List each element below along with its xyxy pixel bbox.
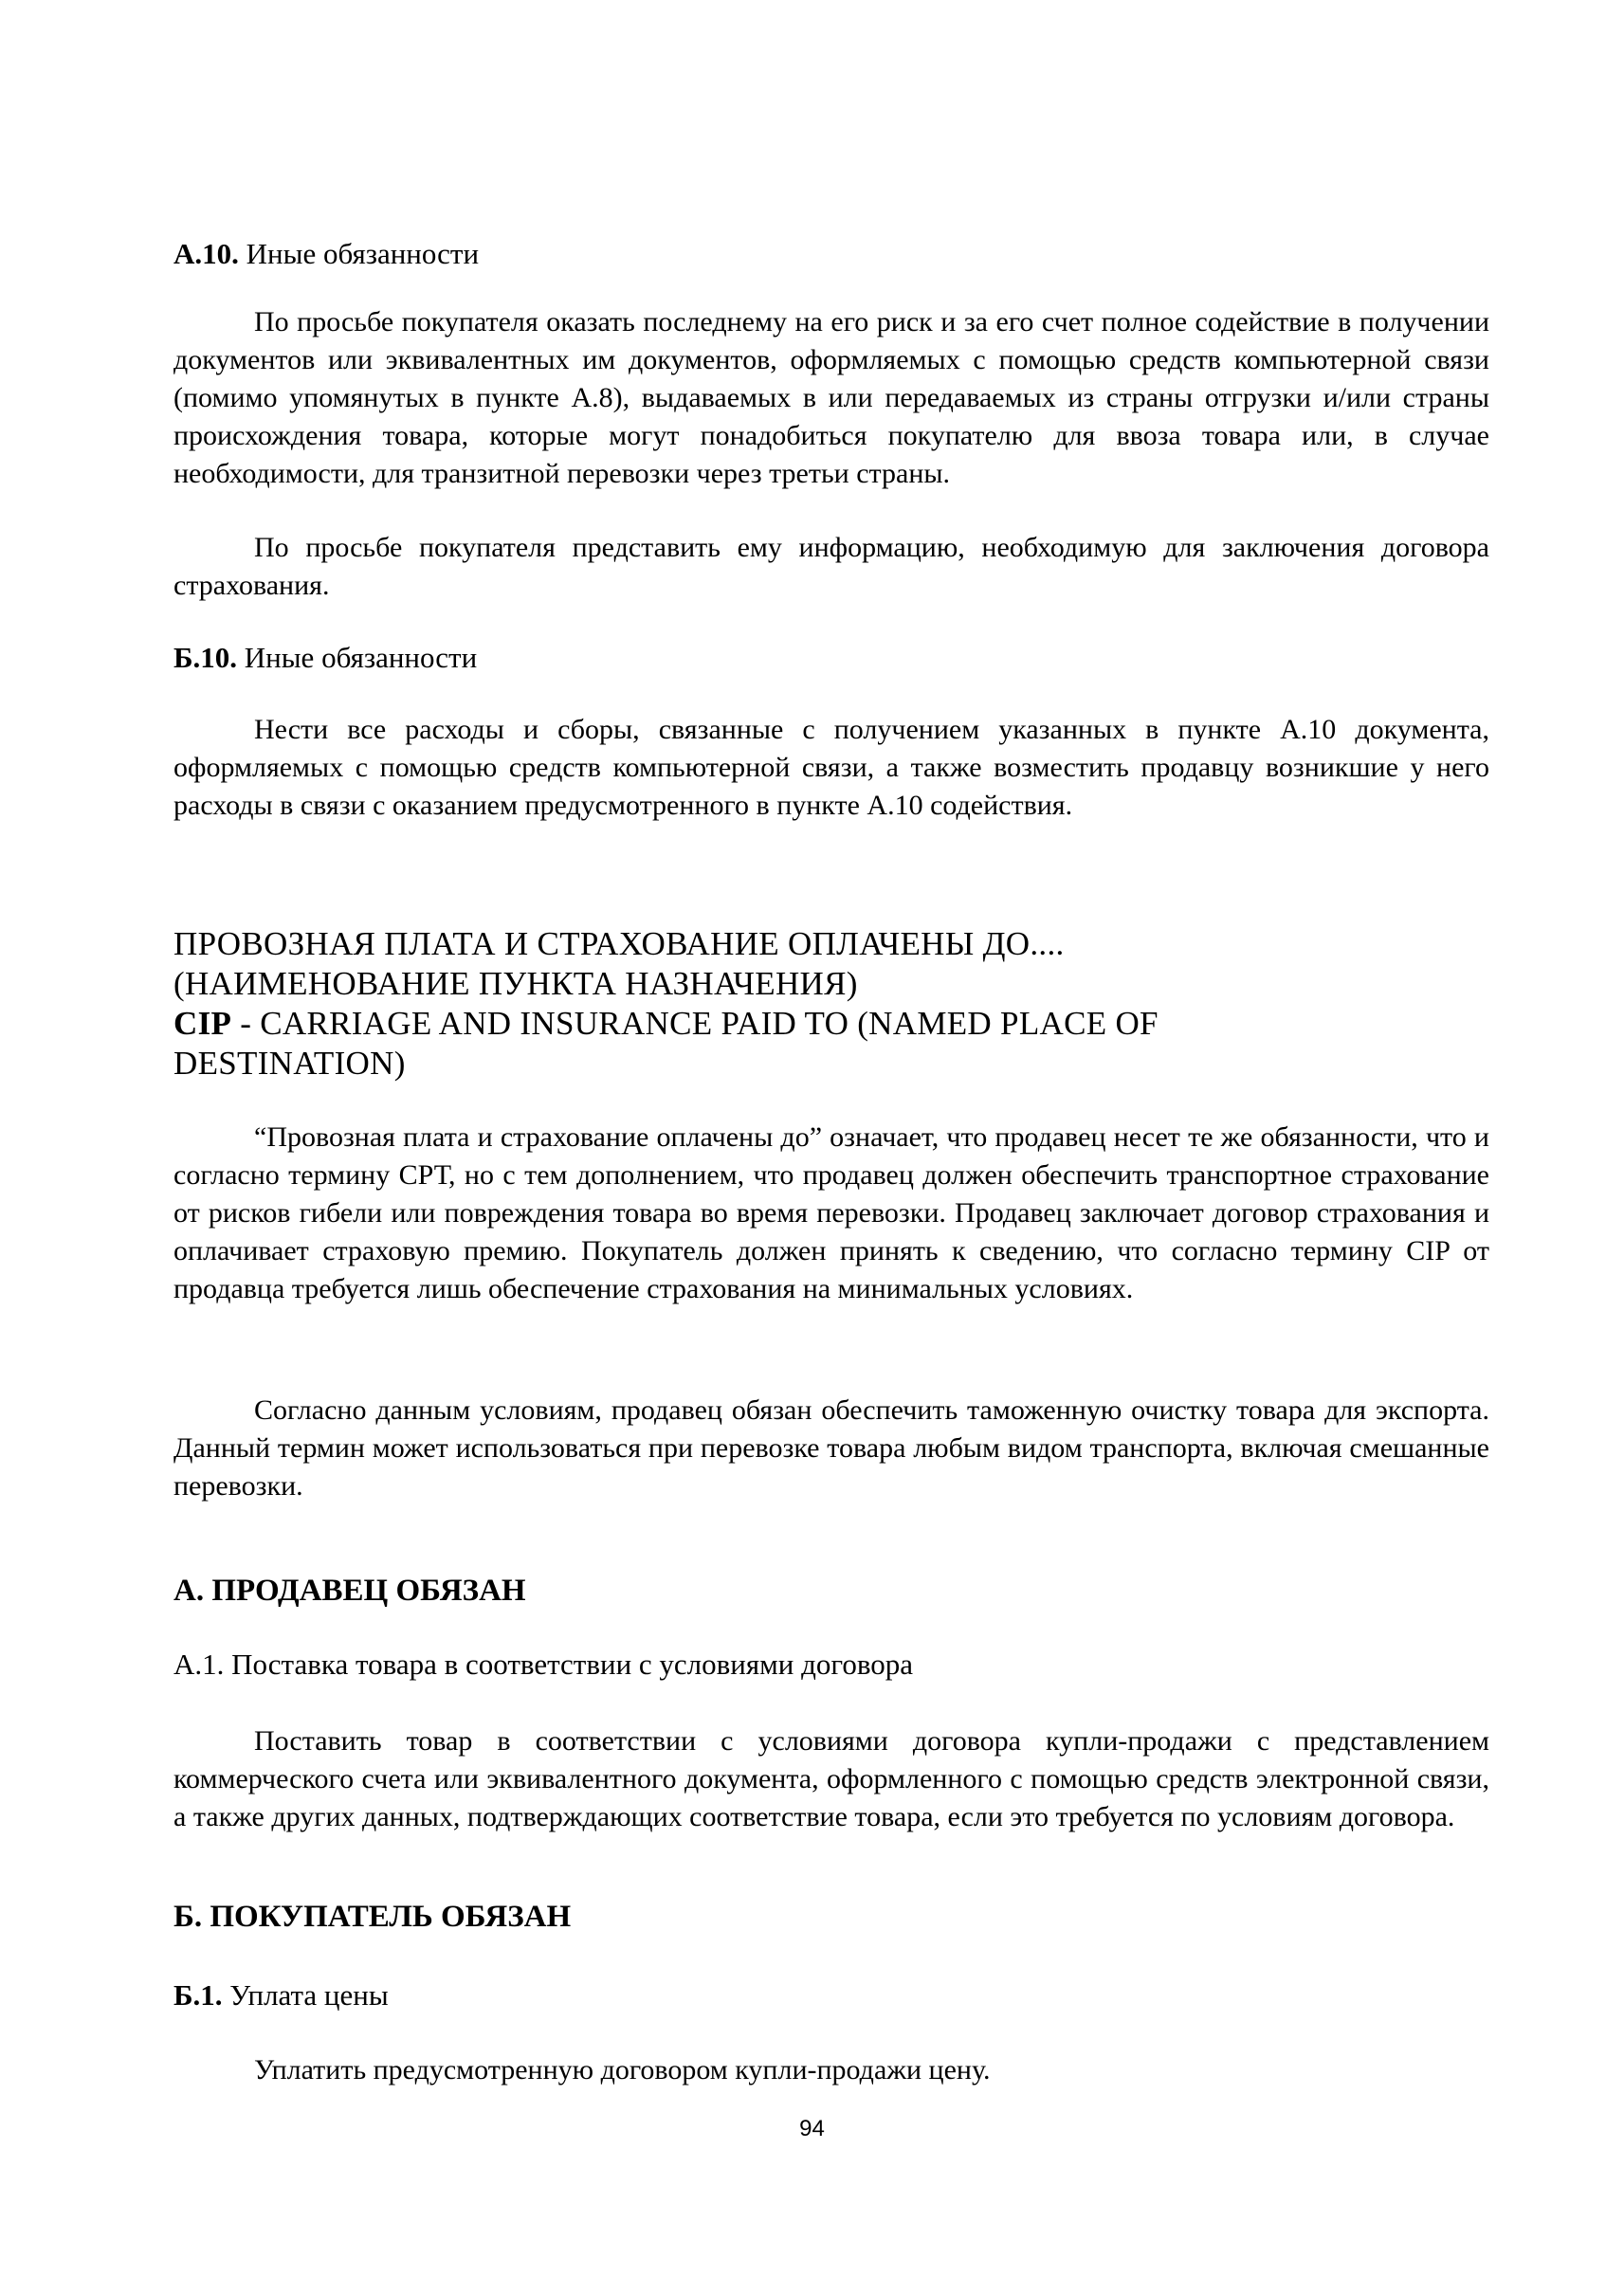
seller-heading: А. ПРОДАВЕЦ ОБЯЗАН bbox=[173, 1574, 526, 1608]
cip-code: CIP bbox=[173, 1005, 232, 1042]
b10-heading bbox=[173, 639, 1489, 677]
a10-number: А.10. bbox=[173, 237, 239, 270]
a10-paragraph-1: По просьбе покупателя оказать последнему на его риск и за его счет полное содействие в получении документов или эквивалентных им документов, оформляемых с помощью средств компьютерной связи (помимо упомянутых в пункте А.8), выдаваемых в или передаваемых из страны отгрузки и/или страны происхождения товара, которые могут понадобиться покупателю для ввоза товара или, в случае необходимости, для транзитной перевозки через третьи страны. bbox=[173, 306, 1489, 489]
b10-number: Б.10. bbox=[173, 641, 237, 674]
cip-title bbox=[173, 924, 1292, 1084]
b10-paragraph: Нести все расходы и сборы, связанные с получением указанных в пункте А.10 документа, оформляемых с помощью средств компьютерной связи, а также возместить продавцу возникшие у него расходы в связи с оказанием предусмотренного в пункте А.10 содействия. bbox=[173, 714, 1489, 821]
a1-title: Поставка товара в соответствии с условиями договора bbox=[231, 1648, 913, 1681]
a1-paragraph: Поставить товар в соответствии с условиями договора купли-продажи с представлением коммерческого счета или эквивалентного документа, оформленного с помощью средств электронной связи, а также других данных, подтверждающих соответствие товара, если это требуется по условиям договора. bbox=[173, 1725, 1489, 1832]
a1-number: А.1. bbox=[173, 1648, 225, 1681]
cip-title-ru-2: (НАИМЕНОВАНИЕ ПУНКТА НАЗНАЧЕНИЯ) bbox=[173, 965, 858, 1002]
a10-heading bbox=[173, 235, 1489, 273]
cip-title-ru-1: ПРОВОЗНАЯ ПЛАТА И СТРАХОВАНИЕ ОПЛАЧЕНЫ ДО.... bbox=[173, 925, 1065, 962]
b1-title: Уплата цены bbox=[229, 1978, 389, 2012]
page-number: 94 bbox=[799, 2116, 825, 2141]
cip-title-en: CIP - CARRIAGE AND INSURANCE PAID TO (NAMED PLACE OF DESTINATION) bbox=[173, 1005, 1159, 1082]
b1-heading bbox=[173, 1976, 1489, 2014]
b10-title: Иные обязанности bbox=[244, 641, 478, 674]
cip-paragraph-1: “Провозная плата и страхование оплачены до” означает, что продавец несет те же обязанности, что и согласно термину СРТ, но с тем дополнением, что продавец должен обеспечить транспортное страхование от рисков гибели или повреждения товара во время перевозки. Продавец заключает договор страхования и оплачивает страховую премию. Покупатель должен принять к сведению, что согласно термину CIP от продавца требуется лишь обеспечение страхования на минимальных условиях. bbox=[173, 1121, 1489, 1304]
a10-title: Иные обязанности bbox=[246, 237, 480, 270]
b1-paragraph: Уплатить предусмотренную договором купли-продажи цену. bbox=[254, 2054, 991, 2086]
a1-heading bbox=[173, 1646, 1489, 1684]
a10-paragraph-2: По просьбе покупателя представить ему информацию, необходимую для заключения договора страхования. bbox=[173, 532, 1489, 601]
b1-number: Б.1. bbox=[173, 1978, 223, 2012]
buyer-heading: Б. ПОКУПАТЕЛЬ ОБЯЗАН bbox=[173, 1900, 572, 1934]
cip-paragraph-2: Согласно данным условиям, продавец обязан обеспечить таможенную очистку товара для экспорта. Данный термин может использоваться при перевозке товара любым видом транспорта, включая смешанные перевозки. bbox=[173, 1394, 1489, 1502]
